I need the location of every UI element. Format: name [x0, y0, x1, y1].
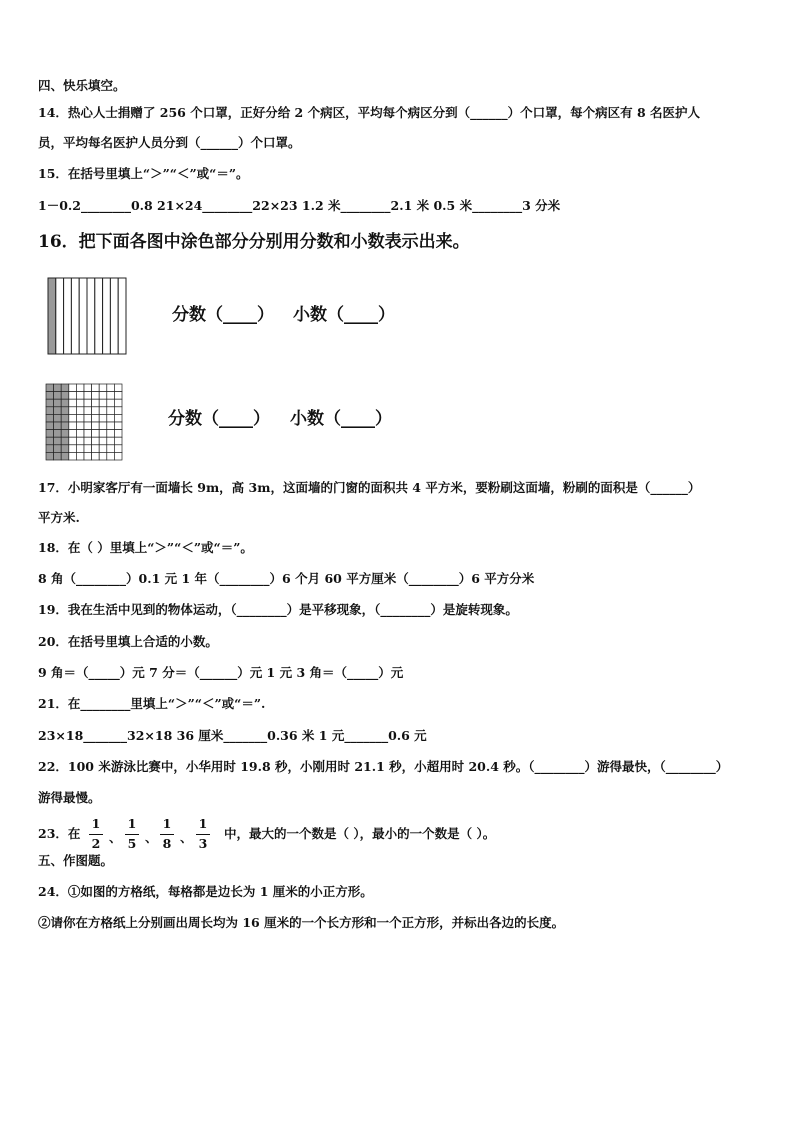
- grid-cell: [114, 399, 122, 407]
- question-21-items: 23×18_______32×18 36 厘米_______0.36 米 1 元_______0.6 元: [38, 728, 427, 743]
- column: [56, 278, 64, 354]
- grid-cell: [69, 399, 77, 407]
- grid-cell: [99, 384, 107, 392]
- grid-cell: [99, 399, 107, 407]
- grid-cell: [69, 445, 77, 453]
- figure-grid: [45, 383, 123, 461]
- grid-cell: [114, 437, 122, 445]
- fraction-2-denominator: 5: [127, 835, 137, 851]
- shaded-cell: [46, 437, 54, 445]
- grid-cell: [69, 452, 77, 460]
- question-24-line1: 24．①如图的方格纸，每格都是边长为 1 厘米的小正方形。: [38, 884, 373, 899]
- grid-cell: [76, 422, 84, 430]
- question-14-line2: 员，平均每名医护人员分到（______）个口罩。: [38, 135, 301, 150]
- column: [79, 278, 87, 354]
- shaded-cell: [54, 399, 62, 407]
- grid-cell: [92, 430, 100, 438]
- question-22-line2: 游得最慢。: [38, 790, 101, 805]
- question-20: 20．在括号里填上合适的小数。: [38, 634, 218, 649]
- figure-columns: [47, 277, 127, 355]
- grid-cell: [114, 414, 122, 422]
- shaded-cell: [61, 445, 69, 453]
- fraction-2-numerator: 1: [127, 816, 137, 831]
- question-15: 15．在括号里填上“＞”“＜”或“＝”。: [38, 166, 249, 181]
- grid-cell: [76, 437, 84, 445]
- grid-cell: [92, 392, 100, 400]
- grid-cell: [84, 437, 92, 445]
- grid-cell: [107, 414, 115, 422]
- fig2-fraction-label: 分数（____）: [168, 409, 270, 429]
- shaded-cell: [46, 392, 54, 400]
- grid-cell: [92, 422, 100, 430]
- grid-cell: [92, 437, 100, 445]
- question-21: 21．在________里填上“＞”“＜”或“＝”.: [38, 696, 266, 711]
- grid-cell: [69, 422, 77, 430]
- column: [64, 278, 72, 354]
- shaded-cell: [46, 414, 54, 422]
- grid-cell: [84, 407, 92, 415]
- grid-cell: [99, 437, 107, 445]
- question-19: 19．我在生活中见到的物体运动，（________）是平移现象，（________）是旋转现象。: [38, 602, 518, 617]
- fraction-4-numerator: 1: [198, 816, 208, 831]
- fig2-decimal-label: 小数（____）: [290, 409, 392, 429]
- question-14-line1: 14．热心人士捐赠了 256 个口罩，正好分给 2 个病区，平均每个病区分到（______）个口罩，每个病区有 8 名医护人: [38, 105, 700, 120]
- grid-cell: [69, 384, 77, 392]
- grid-cell: [92, 445, 100, 453]
- grid-cell: [99, 445, 107, 453]
- question-15-items: 1－0.2________0.8 21×24________22×23 1.2 米________2.1 米 0.5 米________3 分米: [38, 198, 561, 213]
- shaded-column: [48, 278, 56, 354]
- grid-cell: [107, 407, 115, 415]
- grid-cell: [76, 399, 84, 407]
- column: [103, 278, 111, 354]
- column: [110, 278, 118, 354]
- grid-cell: [92, 414, 100, 422]
- grid-cell: [99, 414, 107, 422]
- grid-cell: [107, 399, 115, 407]
- grid-cell: [84, 452, 92, 460]
- fraction-1-numerator: 1: [91, 816, 101, 831]
- column: [95, 278, 103, 354]
- shaded-cell: [61, 399, 69, 407]
- grid-cell: [99, 430, 107, 438]
- question-23-prefix: 23．在: [38, 826, 81, 841]
- grid-cell: [92, 407, 100, 415]
- grid-cell: [69, 437, 77, 445]
- shaded-cell: [54, 422, 62, 430]
- grid-cell: [84, 414, 92, 422]
- fraction-2: [125, 818, 139, 850]
- shaded-cell: [54, 384, 62, 392]
- question-17-line2: 平方米.: [38, 510, 80, 525]
- grid-cell: [99, 392, 107, 400]
- shaded-cell: [54, 407, 62, 415]
- question-17-line1: 17．小明家客厅有一面墙长 9m，高 3m，这面墙的门窗的面积共 4 平方米，要粉刷这面墙，粉刷的面积是（______）: [38, 480, 701, 495]
- grid-cell: [107, 430, 115, 438]
- question-22-line1: 22．100 米游泳比赛中，小华用时 19.8 秒，小刚用时 21.1 秒，小超用时 20.4 秒。（________）游得最快，（________）: [38, 759, 729, 774]
- column: [71, 278, 79, 354]
- grid-cell: [92, 399, 100, 407]
- question-20-items: 9 角＝（_____）元 7 分＝（______）元 1 元 3 角＝（_____）元: [38, 665, 404, 680]
- grid-cell: [114, 452, 122, 460]
- grid-cell: [114, 384, 122, 392]
- shaded-cell: [46, 445, 54, 453]
- shaded-cell: [54, 392, 62, 400]
- grid-cell: [84, 422, 92, 430]
- grid-cell: [114, 407, 122, 415]
- shaded-cell: [61, 392, 69, 400]
- fraction-3: [160, 818, 174, 850]
- grid-cell: [84, 384, 92, 392]
- grid-cell: [76, 392, 84, 400]
- grid-cell: [76, 407, 84, 415]
- grid-cell: [76, 414, 84, 422]
- fig1-fraction-label: 分数（____）: [172, 305, 274, 325]
- grid-cell: [92, 384, 100, 392]
- grid-cell: [76, 430, 84, 438]
- grid-cell: [114, 430, 122, 438]
- fraction-3-denominator: 8: [162, 835, 172, 851]
- fraction-1-denominator: 2: [91, 835, 101, 851]
- shaded-cell: [61, 452, 69, 460]
- question-16: 16．把下面各图中涂色部分分别用分数和小数表示出来。: [38, 232, 470, 252]
- fraction-separator: 、: [109, 830, 122, 845]
- grid-cell: [107, 437, 115, 445]
- grid-cell: [69, 407, 77, 415]
- section-5-heading: 五、作图题。: [38, 853, 114, 868]
- fraction-3-numerator: 1: [162, 816, 172, 831]
- grid-cell: [107, 445, 115, 453]
- grid-cell: [99, 422, 107, 430]
- grid-cell: [76, 445, 84, 453]
- shaded-cell: [46, 422, 54, 430]
- shaded-cell: [61, 422, 69, 430]
- grid-cell: [84, 430, 92, 438]
- section-4-heading: 四、快乐填空。: [38, 78, 126, 93]
- grid-cell: [107, 384, 115, 392]
- question-18-items: 8 角（________）0.1 元 1 年（________）6 个月 60 平方厘米（________）6 平方分米: [38, 571, 535, 586]
- shaded-cell: [54, 430, 62, 438]
- grid-cell: [107, 452, 115, 460]
- grid-cell: [92, 452, 100, 460]
- shaded-cell: [46, 399, 54, 407]
- fig1-decimal-label: 小数（____）: [293, 305, 395, 325]
- grid-cell: [84, 445, 92, 453]
- grid-cell: [107, 422, 115, 430]
- shaded-cell: [54, 452, 62, 460]
- grid-cell: [76, 384, 84, 392]
- grid-cell: [69, 414, 77, 422]
- shaded-cell: [54, 414, 62, 422]
- shaded-cell: [46, 430, 54, 438]
- grid-cell: [84, 399, 92, 407]
- shaded-cell: [61, 384, 69, 392]
- column: [118, 278, 126, 354]
- grid-cell: [114, 445, 122, 453]
- shaded-cell: [61, 407, 69, 415]
- question-24-line2: ②请你在方格纸上分别画出周长均为 16 厘米的一个长方形和一个正方形，并标出各边的长度。: [38, 915, 565, 930]
- grid-cell: [84, 392, 92, 400]
- fraction-4: [196, 818, 210, 850]
- fraction-separator: 、: [145, 830, 158, 845]
- question-23-suffix: 中，最大的一个数是（ ），最小的一个数是（ ）。: [224, 826, 496, 841]
- shaded-cell: [46, 452, 54, 460]
- shaded-cell: [46, 384, 54, 392]
- grid-cell: [76, 452, 84, 460]
- grid-cell: [69, 430, 77, 438]
- shaded-cell: [54, 445, 62, 453]
- fraction-1: [89, 818, 103, 850]
- question-18: 18．在（ ）里填上“＞”“＜”或“＝”。: [38, 540, 253, 555]
- shaded-cell: [61, 437, 69, 445]
- shaded-cell: [54, 437, 62, 445]
- grid-cell: [99, 452, 107, 460]
- shaded-cell: [61, 430, 69, 438]
- grid-cell: [107, 392, 115, 400]
- grid-cell: [99, 407, 107, 415]
- shaded-cell: [61, 414, 69, 422]
- grid-cell: [69, 392, 77, 400]
- grid-cell: [114, 392, 122, 400]
- grid-cell: [114, 422, 122, 430]
- shaded-cell: [46, 407, 54, 415]
- fraction-separator: 、: [180, 830, 193, 845]
- fraction-4-denominator: 3: [198, 835, 208, 851]
- column: [87, 278, 95, 354]
